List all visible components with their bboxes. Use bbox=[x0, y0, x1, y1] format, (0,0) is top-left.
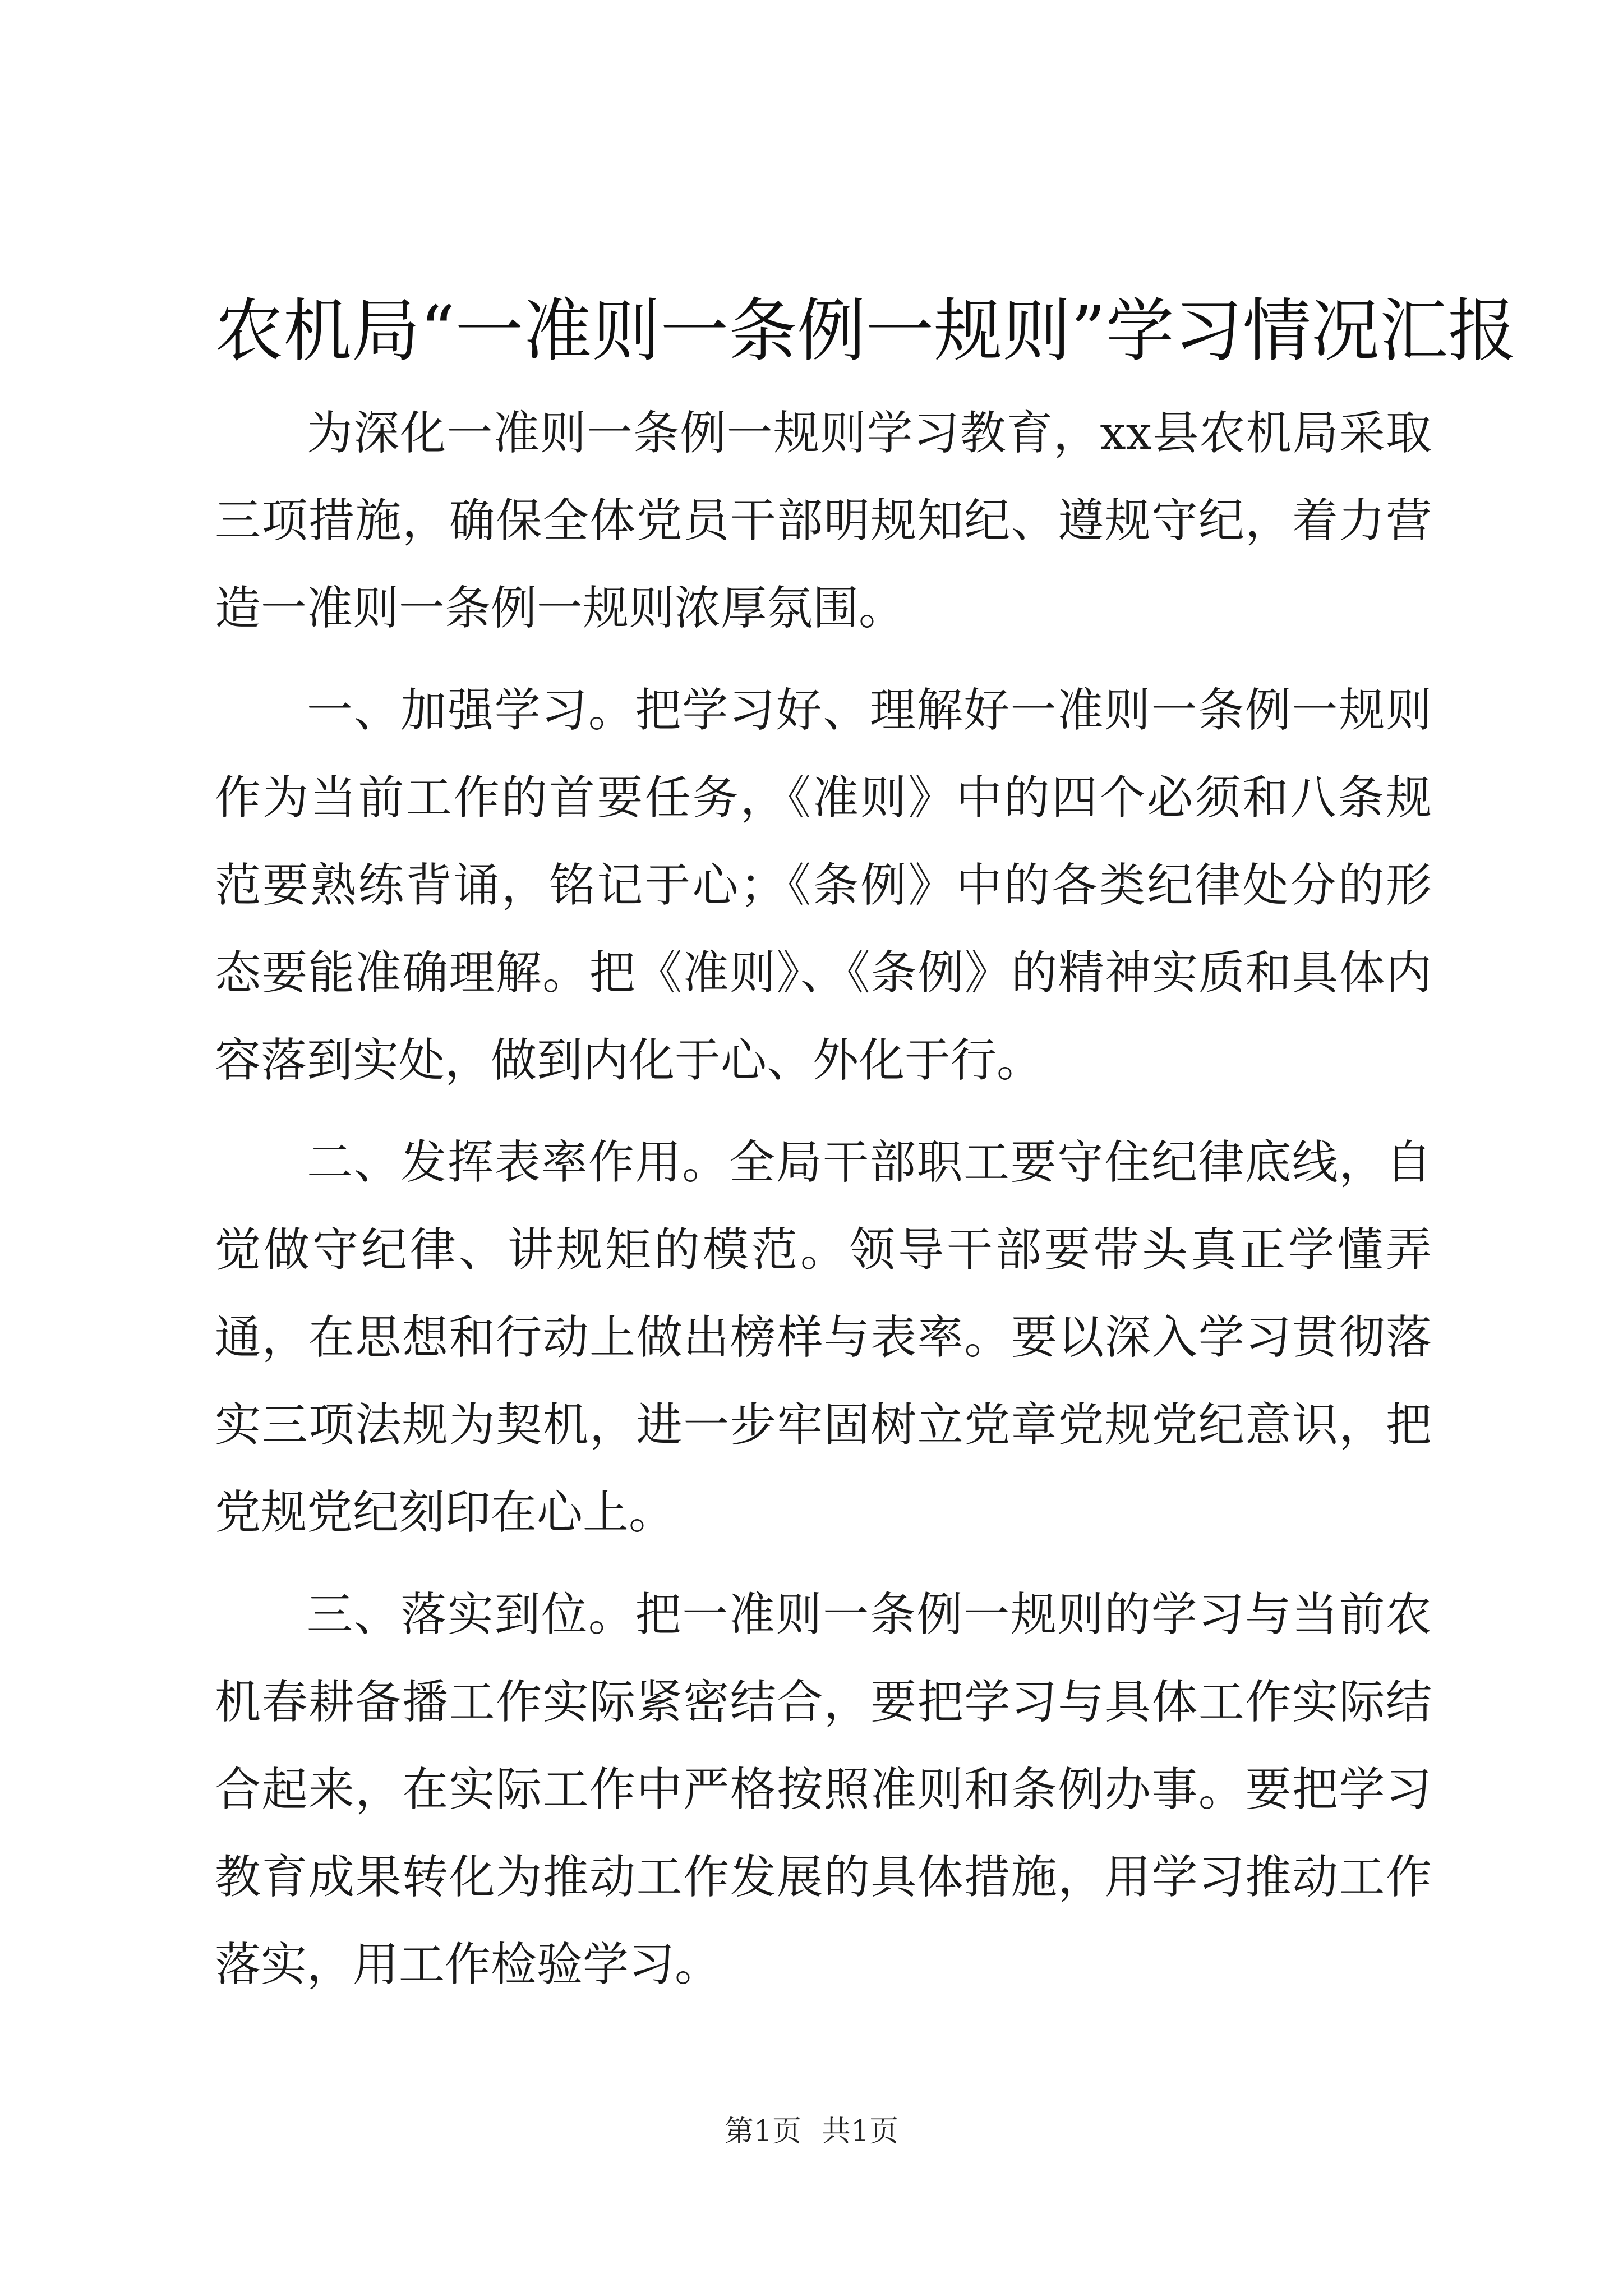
paragraph-section-3: 三、落实到位。把一准则一条例一规则的学习与当前农机春耕备播工作实际紧密结合，要把学习与具体工作实际结合起来，在实际工作中严格按照准则和条例办事。要把学习教育成果转化为推动工作发展的具体措施，用学习推动工作落实，用工作检验学习。 bbox=[215, 1588, 1432, 1991]
page-number-total: 共1页 bbox=[822, 2115, 899, 2148]
paragraph-intro: 为深化一准则一条例一规则学习教育，xx县农机局采取三项措施，确保全体党员干部明规知纪、遵规守纪，着力营造一准则一条例一规则浓厚氛围。 bbox=[215, 407, 1432, 635]
paragraph-section-2: 二、发挥表率作用。全局干部职工要守住纪律底线，自觉做守纪律、讲规矩的模范。领导干部要带头真正学懂弄通，在思想和行动上做出榜样与表率。要以深入学习贯彻落实三项法规为契机，进一步牢固树立党章党规党纪意识，把党规党纪刻印在心上。 bbox=[215, 1136, 1432, 1539]
paragraph-section-1: 一、加强学习。把学习好、理解好一准则一条例一规则作为当前工作的首要任务，《准则》中的四个必须和八条规范要熟练背诵，铭记于心；《条例》中的各类纪律处分的形态要能准确理解。把《准则》、《条例》的精神实质和具体内容落到实处，做到内化于心、外化于行。 bbox=[215, 684, 1432, 1087]
page-number-current: 第1页 bbox=[724, 2115, 801, 2148]
document-body bbox=[215, 390, 1432, 2023]
page-footer bbox=[0, 2112, 1623, 2151]
document-title: 农机局“一准则一条例一规则”学习情况汇报 bbox=[215, 291, 1516, 371]
